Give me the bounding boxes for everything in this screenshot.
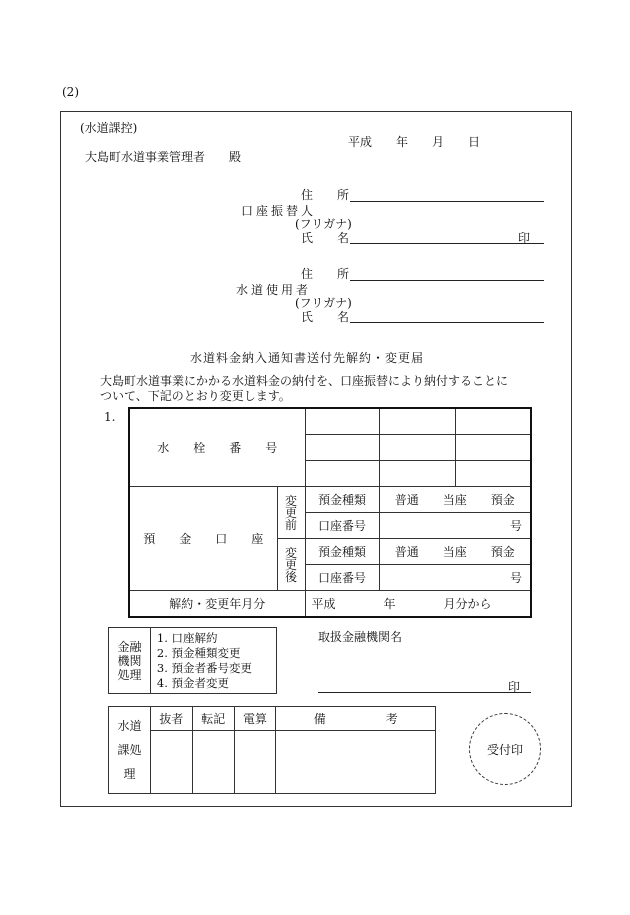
body-line-1: 大島町水道事業にかかる水道料金の納付を、口座振替により納付することに bbox=[100, 374, 509, 388]
account-no-label-before: 口座番号 bbox=[305, 513, 379, 539]
bank-name-label: 取扱金融機関名 bbox=[318, 630, 403, 644]
account-no-before[interactable]: 号 bbox=[379, 513, 531, 539]
deposit-type-label-after: 預金種類 bbox=[305, 539, 379, 565]
body-line-2: ついて、下記のとおり変更します。 bbox=[100, 389, 291, 403]
stamp-label: 受付印 bbox=[486, 742, 523, 757]
meter-cell[interactable] bbox=[305, 461, 379, 487]
after-label: 変更後 bbox=[277, 539, 305, 591]
water-processing-box bbox=[108, 706, 436, 794]
payer-furigana-label: (フリガナ) bbox=[295, 217, 352, 231]
meter-cell[interactable] bbox=[379, 435, 455, 461]
user-role-label: 水道使用者 bbox=[236, 283, 312, 297]
item-number: 1. bbox=[104, 410, 116, 424]
user-name-line[interactable] bbox=[350, 322, 544, 323]
water-box-header: 水道課処理 bbox=[109, 707, 151, 794]
transcribe-cell[interactable] bbox=[192, 731, 234, 794]
user-address-line[interactable] bbox=[350, 280, 544, 281]
payer-name-line[interactable] bbox=[350, 243, 544, 244]
checker-cell[interactable] bbox=[150, 731, 192, 794]
account-no-after[interactable]: 号 bbox=[379, 565, 531, 591]
bank-processing-box bbox=[108, 627, 277, 694]
meter-cell[interactable] bbox=[455, 435, 531, 461]
col-computer: 電算 bbox=[234, 707, 276, 731]
page-number: (2) bbox=[62, 85, 79, 99]
bank-item-4[interactable]: 4. 預金者変更 bbox=[156, 675, 230, 690]
date-line: 平成 年 月 日 bbox=[348, 135, 481, 149]
bank-item-3[interactable]: 3. 預金者番号変更 bbox=[156, 660, 253, 675]
bank-item-2[interactable]: 2. 預金種類変更 bbox=[156, 645, 241, 660]
computer-cell[interactable] bbox=[234, 731, 276, 794]
payer-address-label: 住 所 bbox=[301, 188, 350, 202]
bank-box-items bbox=[150, 628, 276, 694]
cancel-date-label: 解約・変更年月分 bbox=[129, 591, 305, 618]
meter-cell[interactable] bbox=[379, 461, 455, 487]
before-label: 変更前 bbox=[277, 487, 305, 539]
payer-role-label: 口座振替人 bbox=[241, 204, 317, 218]
cancel-date-value[interactable]: 平成 年 月分から bbox=[305, 591, 531, 618]
form-title: 水道料金納入通知書送付先解約・変更届 bbox=[190, 351, 425, 365]
account-no-label-after: 口座番号 bbox=[305, 565, 379, 591]
reception-stamp bbox=[469, 713, 541, 785]
bank-seal: 印 bbox=[508, 680, 521, 694]
payer-seal: 印 bbox=[518, 231, 531, 245]
meter-cell[interactable] bbox=[455, 461, 531, 487]
deposit-type-before[interactable]: 普通 当座 預金 bbox=[379, 487, 531, 513]
dept-tag: (水道課控) bbox=[80, 121, 138, 135]
payer-name-label: 氏 名 bbox=[301, 231, 350, 245]
bank-box-header: 金融機関処理 bbox=[109, 628, 151, 694]
remarks-cell[interactable] bbox=[276, 731, 436, 794]
meter-label: 水 栓 番 号 bbox=[129, 408, 305, 487]
user-furigana-label: (フリガナ) bbox=[295, 296, 352, 310]
meter-cell[interactable] bbox=[455, 408, 531, 435]
col-transcribe: 転記 bbox=[192, 707, 234, 731]
deposit-type-after[interactable]: 普通 当座 預金 bbox=[379, 539, 531, 565]
meter-cell[interactable] bbox=[305, 435, 379, 461]
bank-name-line[interactable] bbox=[318, 692, 531, 693]
bank-item-1[interactable]: 1. 口座解約 bbox=[156, 630, 218, 645]
account-label: 預 金 口 座 bbox=[129, 487, 277, 591]
meter-cell[interactable] bbox=[379, 408, 455, 435]
deposit-type-label-before: 預金種類 bbox=[305, 487, 379, 513]
col-checker: 抜者 bbox=[150, 707, 192, 731]
col-remarks: 備 考 bbox=[276, 707, 436, 731]
main-table bbox=[128, 407, 532, 618]
user-name-label: 氏 名 bbox=[301, 310, 350, 324]
addressee: 大島町水道事業管理者 殿 bbox=[85, 150, 242, 164]
payer-address-line[interactable] bbox=[350, 201, 544, 202]
meter-cell[interactable] bbox=[305, 408, 379, 435]
user-address-label: 住 所 bbox=[301, 267, 350, 281]
